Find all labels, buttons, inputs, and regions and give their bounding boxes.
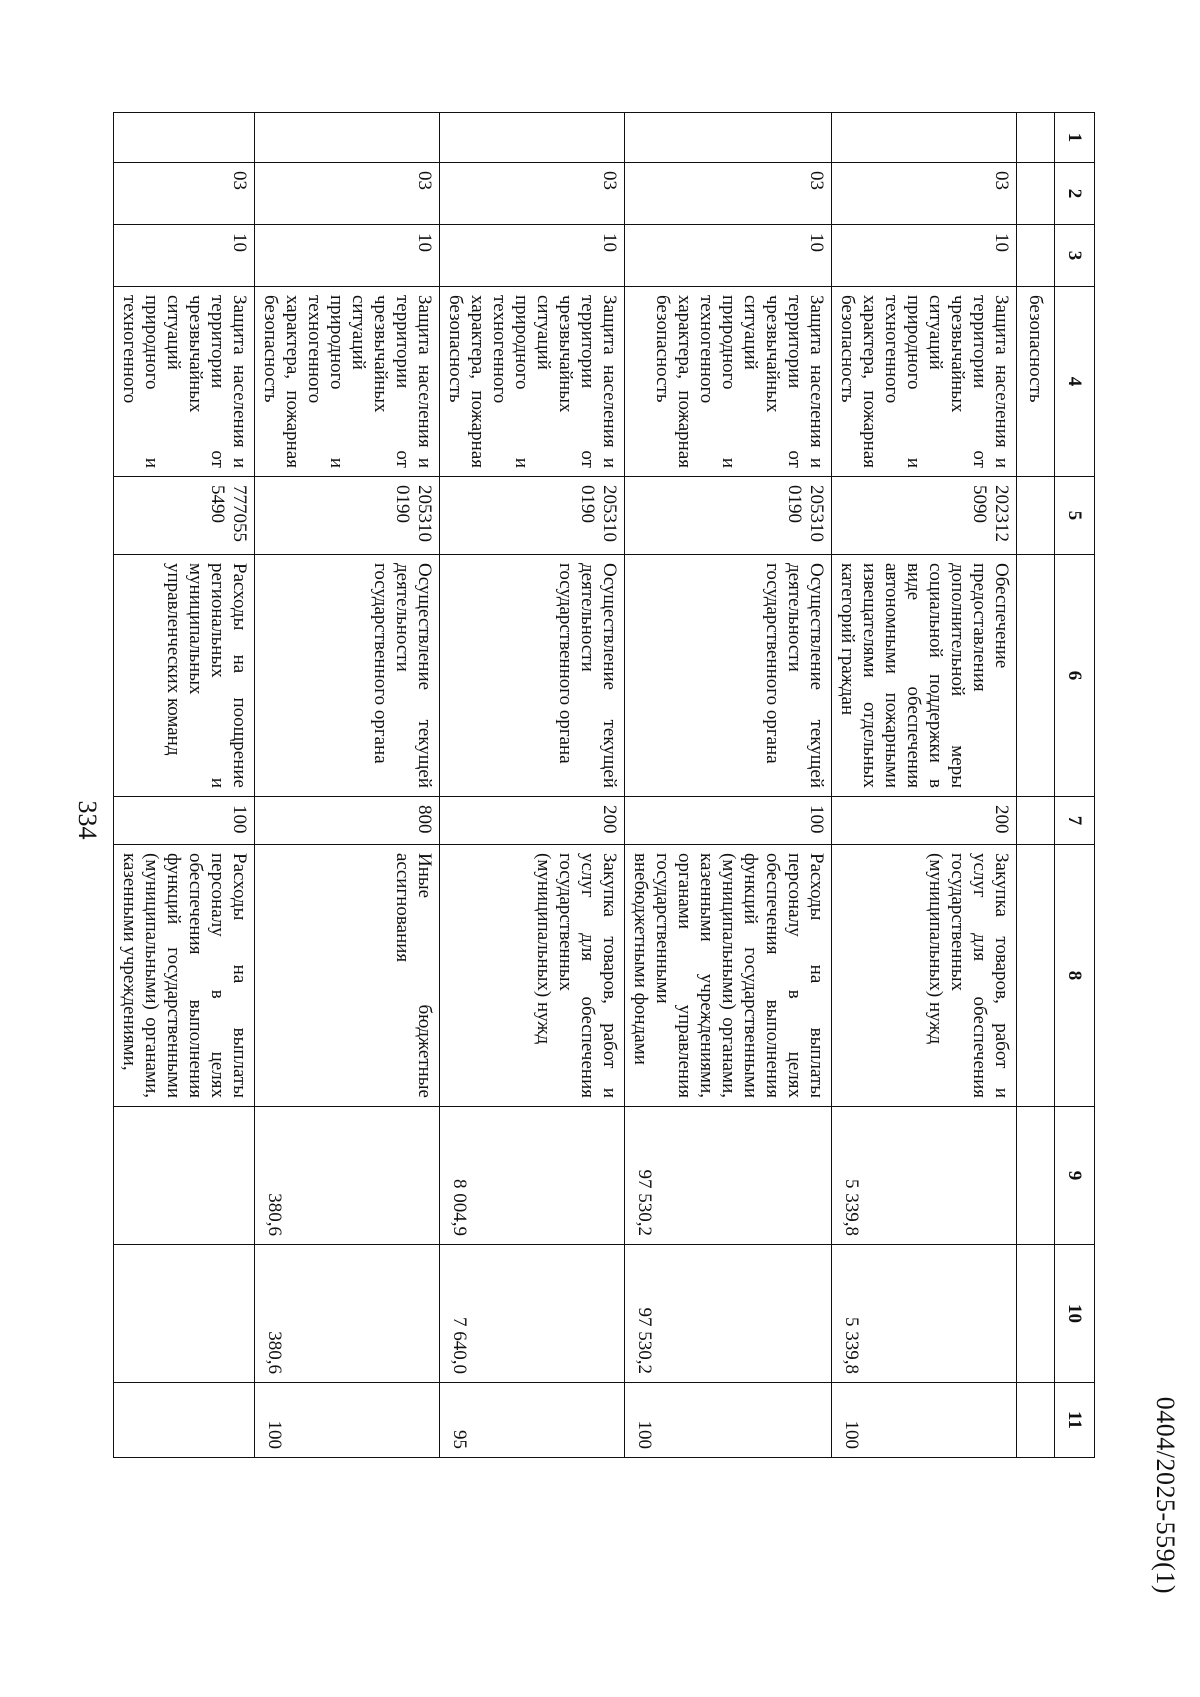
cell-target-name: Осуществление текущей деятельности государственного органа	[440, 555, 625, 797]
cell-target-name: Обеспечение предоставления дополнительной меры социальной поддержки в виде обеспечения автономными пожарными извещателями отдельных категорий граждан	[832, 555, 1017, 797]
cell-subsection: 10	[114, 225, 255, 287]
column-number: 7	[1055, 797, 1095, 845]
cell-subsection: 10	[440, 225, 625, 287]
cell-actual: 7 640,0	[440, 1245, 625, 1383]
cell-expense-type: 800	[255, 797, 440, 845]
cell-c1	[114, 113, 255, 163]
cell-expense-type: 200	[832, 797, 1017, 845]
column-number: 6	[1055, 555, 1095, 797]
cell-subsection: 10	[832, 225, 1017, 287]
table-cell	[1017, 113, 1055, 163]
cell-expense-type: 100	[625, 797, 832, 845]
cell-section: 03	[255, 163, 440, 225]
continuation-row	[1017, 113, 1055, 1458]
cell-expense-name: Расходы на выплаты персоналу в целях обеспечения выполнения функций государственными (муниципальными) органами, казенными учреждениями,	[114, 845, 255, 1107]
column-number: 11	[1055, 1383, 1095, 1458]
page-number: 334	[73, 800, 102, 840]
cell-percent	[114, 1383, 255, 1458]
cell-actual: 380,6	[255, 1245, 440, 1383]
table-cell	[1017, 555, 1055, 797]
cell-percent: 100	[625, 1383, 832, 1458]
cell-target-name: Осуществление текущей деятельности государственного органа	[255, 555, 440, 797]
cell-target-code: 205310 0190	[440, 477, 625, 555]
cell-percent: 95	[440, 1383, 625, 1458]
cell-plan: 380,6	[255, 1107, 440, 1245]
table-cell	[1017, 1245, 1055, 1383]
cell-actual: 5 339,8	[832, 1245, 1017, 1383]
cell-expense-name: Закупка товаров, работ и услуг для обеспечения государственных (муниципальных) нужд	[440, 845, 625, 1107]
cell-section: 03	[114, 163, 255, 225]
cell-c1	[625, 113, 832, 163]
table-cell	[1017, 797, 1055, 845]
table-cell	[1017, 225, 1055, 287]
table-row	[832, 113, 1017, 1458]
column-number: 8	[1055, 845, 1095, 1107]
cell-target-code: 777055 5490	[114, 477, 255, 555]
cell-actual	[114, 1245, 255, 1383]
cell-target-code: 202312 5090	[832, 477, 1017, 555]
cell-subsection: 10	[625, 225, 832, 287]
column-number: 9	[1055, 1107, 1095, 1245]
cell-plan: 5 339,8	[832, 1107, 1017, 1245]
cell-section: 03	[832, 163, 1017, 225]
cell-plan: 97 530,2	[625, 1107, 832, 1245]
cell-actual: 97 530,2	[625, 1245, 832, 1383]
cell-expense-name: Иные бюджетные ассигнования	[255, 845, 440, 1107]
table-cell	[1017, 477, 1055, 555]
table-cell	[1017, 163, 1055, 225]
cell-expense-type: 200	[440, 797, 625, 845]
budget-table	[113, 112, 1095, 1458]
cell-expense-type: 100	[114, 797, 255, 845]
cell-target-name: Расходы на поощрение региональных и муниципальных управленческих команд	[114, 555, 255, 797]
continuation-text: безопасность	[1017, 287, 1055, 477]
cell-percent: 100	[255, 1383, 440, 1458]
cell-target-name: Осуществление текущей деятельности государственного органа	[625, 555, 832, 797]
table-cell	[1017, 1383, 1055, 1458]
cell-section-name: Защита населения и территории от чрезвычайных ситуаций природного и техногенного характера, пожарная безопасность	[255, 287, 440, 477]
column-number-row	[1055, 113, 1095, 1458]
cell-target-code: 205310 0190	[255, 477, 440, 555]
cell-section-name: Защита населения и территории от чрезвычайных ситуаций природного и техногенного характера, пожарная безопасность	[832, 287, 1017, 477]
cell-section-name: Защита населения и территории от чрезвычайных ситуаций природного и техногенного характера, пожарная безопасность	[440, 287, 625, 477]
cell-c1	[440, 113, 625, 163]
column-number: 2	[1055, 163, 1095, 225]
cell-c1	[832, 113, 1017, 163]
column-number: 10	[1055, 1245, 1095, 1383]
cell-percent: 100	[832, 1383, 1017, 1458]
table-row	[440, 113, 625, 1458]
cell-plan: 8 004,9	[440, 1107, 625, 1245]
table-row	[114, 113, 255, 1458]
cell-section-name: Защита населения и территории от чрезвычайных ситуаций природного и техногенного	[114, 287, 255, 477]
column-number: 4	[1055, 287, 1095, 477]
cell-plan	[114, 1107, 255, 1245]
cell-expense-name: Расходы на выплаты персоналу в целях обеспечения выполнения функций государственными (муниципальными) органами, казенными учреждениями, органами управления государственными внебюджетными фондами	[625, 845, 832, 1107]
cell-section-name: Защита населения и территории от чрезвычайных ситуаций природного и техногенного характера, пожарная безопасность	[625, 287, 832, 477]
table-row	[255, 113, 440, 1458]
table-cell	[1017, 845, 1055, 1107]
column-number: 1	[1055, 113, 1095, 163]
cell-section: 03	[625, 163, 832, 225]
document-code: 0404/2025-559(1)	[1151, 1396, 1180, 1594]
cell-section: 03	[440, 163, 625, 225]
table-cell	[1017, 1107, 1055, 1245]
cell-expense-name: Закупка товаров, работ и услуг для обеспечения государственных (муниципальных) нужд	[832, 845, 1017, 1107]
cell-c1	[255, 113, 440, 163]
cell-target-code: 205310 0190	[625, 477, 832, 555]
table-row	[625, 113, 832, 1458]
column-number: 5	[1055, 477, 1095, 555]
column-number: 3	[1055, 225, 1095, 287]
cell-subsection: 10	[255, 225, 440, 287]
